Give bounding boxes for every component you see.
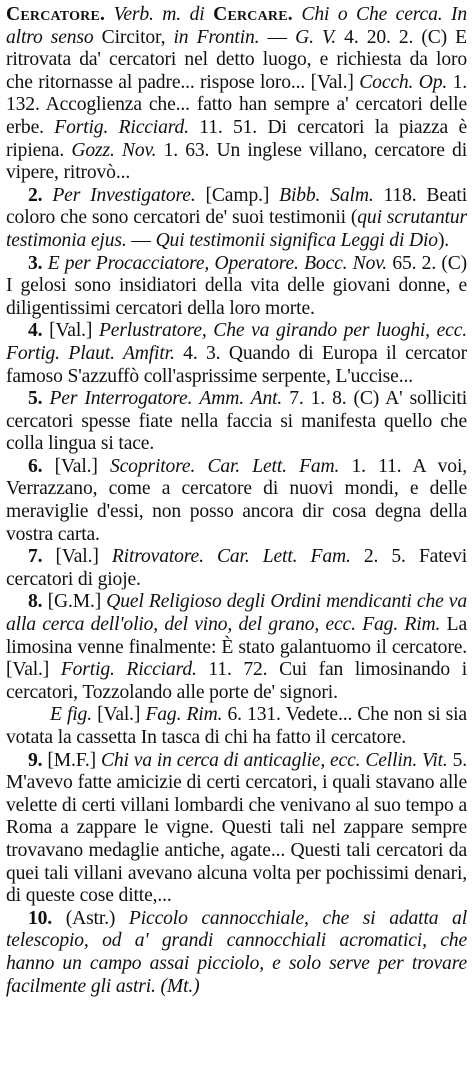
citation-number: 7. 1. 8. [289,388,347,410]
citation-source: Cocch. Op. [359,71,448,93]
dash: — [126,229,156,251]
citation-source: Fortig. Ricciard. [54,116,189,138]
sense-number: 6. [28,455,43,477]
sense-definition: Piccolo cannocchiale, che si adatta al telescopio, od a' grandi cannocchiali acromatici, che hanno un campo assai picciolo, e solo serve per trovare facilmente gli astri. [6,907,467,997]
citation-source: Fortig. Ricciard. [60,659,197,681]
citation-source: Car. Lett. Fam. [207,455,340,477]
citation-number: 118. [383,184,417,206]
sense-definition: Ritrovatore. [111,546,204,568]
citation-source: Fortig. Plaut. Amfitr. [6,342,175,364]
definition: Chi o Che cerca. [301,4,443,25]
citation-text: Accoglienza che... fatto han sempre a' cercatori delle erbe. [6,94,467,138]
sense-definition: Quel Religioso degli Ordini mendicanti che va alla cerca dell'olio, del vino, del grano, ecc. [6,591,467,636]
dash: — [267,26,287,48]
citation-number: 5. [452,749,468,771]
citation-source: Fag. Rim. [362,614,441,636]
editor-tag: (C) [421,26,448,48]
citation-number: 11. 51. [199,116,258,138]
citation-number: 11. 72. [208,659,268,681]
editor-tag: [Val.] [6,659,50,681]
citation-source: (Mt.) [160,975,200,997]
citation-text: I gelosi sono insidiatori della vita delle giovani donne, e diligentissimi cercatori della loro morte. [6,275,467,319]
sense-9 [6,750,467,908]
editor-tag: [M.F.] [47,749,97,771]
citation-text: Vedete... Che non si sia votata la cassetta In tasca di chi ha fatto il cercatore. [6,704,467,748]
citation-text: Quando di Europa il cercator famoso S'azzuffò coll'asprissime serpente, L'uccise... [6,342,467,387]
sense-definition: Chi va in cerca di anticaglie, ecc. [100,749,361,771]
sense-number: 2. [28,184,43,206]
citation-source: Gozz. Nov. [71,139,157,161]
citation-source: Fag. Rim. [145,704,223,726]
sense-5 [6,388,467,456]
latin-quote: qui scrutantur testimonia ejus. [6,207,468,251]
editor-tag: [Val.] [310,71,354,93]
entry-head [6,4,467,185]
editor-tag: (C) [353,388,380,410]
part-of-speech: Verb. m. di [113,4,205,25]
citation-source: G. V. [295,26,337,48]
citation-text: Cui fan limosinando i cercatori, Tozzolando alle porte de' signori. [6,659,468,703]
citation-text: M'avevo fatte amicizie di certi cercatori, i quali stavano alle velette di certi villani lombardi che venivano al suo tempo a Roma a zappare le vigne. Questi tali nel zappare sempre trovavano medaglie antiche, agate... Questi tali cercatori da quei tali villani avevano alcuna volta per pochissimi denari, di queste cose ditte,... [6,772,467,907]
citation-text: La limosina venne finalmente: È stato galantuomo il cercatore. [6,614,468,658]
editor-tag: [Val.] [54,455,98,477]
sense-4 [6,320,467,388]
sense-number: 5. [28,388,43,410]
citation-text: Di cercatori la piazza è ripiena. [6,116,468,161]
sense-number: 7. [28,546,43,568]
citation-number: 1. 132. [6,71,468,116]
citation-number: 1. 63. [163,139,210,161]
citation-number: 65. 2. [392,252,437,274]
citation-number: 6. 131. [227,704,281,726]
sense-10 [6,908,467,998]
editor-tag: [Camp.] [205,184,270,206]
sense-number: 3. [28,252,43,274]
sense-note: In altro senso [6,4,468,48]
citation-number: 2. 5. [363,546,406,568]
sense-7 [6,546,467,591]
headword: Cercatore. [6,4,106,25]
sense-number: 8. [28,591,43,613]
citation-source: Cellin. Vit. [365,749,448,771]
sense-8-figurative [6,704,467,749]
citation-text: A' solliciti cercatori spesse fiate nella faccia si manifesta quello che colla lingua si tace. [6,388,468,455]
citation-text: Fatevi cercatori di gioje. [6,546,468,590]
sense-6 [6,456,467,546]
sense-definition: Scopritore. [109,455,196,477]
citation-source: Car. Lett. Fam. [216,546,351,568]
citation-text: E ritrovata da' cercatori nel detto luogo, e richiesta da loro che ritornasse al padre... rispose loro... [6,26,467,93]
sense-8 [6,591,467,704]
sense-2 [6,185,467,253]
citation-text: A voi, Verrazzano, come a cercatore di nuovi mondi, e delle meraviglie d'essi, non posso ancora dir cosa degna della vostra carta. [6,455,467,545]
editor-tag: [G.M.] [47,591,102,613]
sub-sense-label: E fig. [50,704,92,726]
editor-tag: [Val.] [55,546,99,568]
editor-tag: [Val.] [97,704,141,726]
citation-number: 1. 11. [351,455,402,477]
citation-number: 4. 3. [183,342,221,364]
sense-number: 9. [28,749,43,771]
citation-source: Bocc. Nov. [304,252,388,274]
citation-number: 4. 20. 2. [344,26,414,48]
sense-definition: Per Interrogatore. [49,388,193,410]
sense-number: 4. [28,320,43,342]
sense-definition: Per Investigatore. [52,184,196,206]
gloss: Qui testimonii significa Leggi di Dio [155,229,438,251]
editor-tag: (C) [441,252,468,274]
editor-tag: (Astr.) [65,907,116,929]
sense-definition: Perlustratore, Che va girando per luoghi, ecc. [98,320,468,342]
citation-source: Bibb. Salm. [279,184,374,206]
citation-source: Amm. Ant. [199,388,283,410]
closing-punct: ). [437,229,450,251]
sense-3 [6,253,467,321]
base-word: Cercare. [213,4,293,25]
citation-text: Beati coloro che sono cercatori de' suoi testimonii ( [6,184,468,229]
editor-tag: [Val.] [49,320,93,342]
sense-definition: E per Procacciatore, Operatore. [47,252,299,274]
sense-number: 10. [28,907,53,929]
latin-equivalent: Circitor, [101,26,166,48]
latin-source: in Frontin. [173,26,260,48]
citation-text: Un inglese villano, cercatore di vipere, ritrovò... [6,139,467,184]
